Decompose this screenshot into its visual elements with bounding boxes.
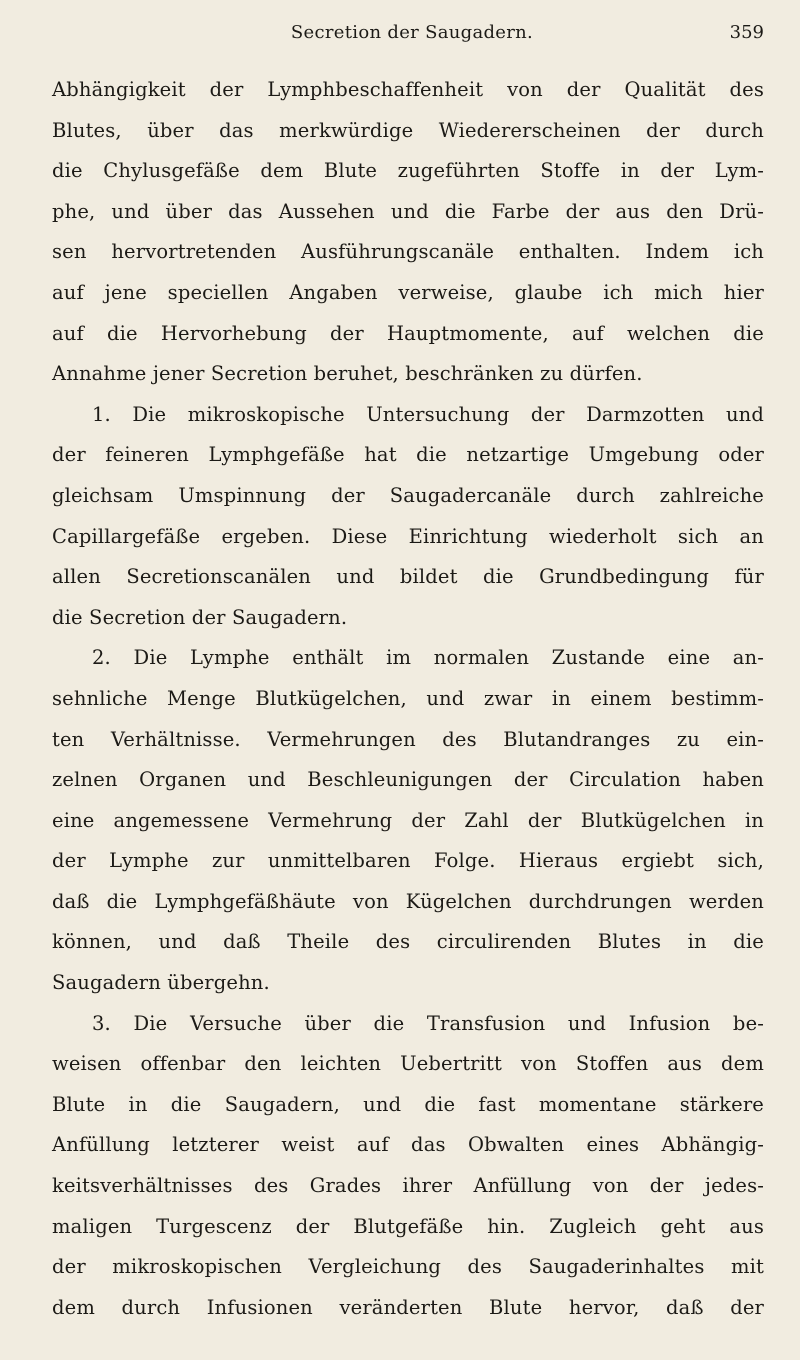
text-line: eine angemessene Vermehrung der Zahl der Blutkügelchen in	[52, 808, 764, 832]
text-line: daß die Lymphgefäßhäute von Kügelchen durchdrungen werden	[52, 889, 764, 913]
page-number: 359	[729, 22, 764, 43]
text-line: ten Verhältnisse. Vermehrungen des Blutandranges zu ein-	[52, 727, 764, 751]
text-line: phe, und über das Aussehen und die Farbe der aus den Drü-	[52, 199, 764, 223]
text-line: keitsverhältnisses des Grades ihrer Anfüllung von der jedes-	[52, 1174, 764, 1198]
text-line: weisen offenbar den leichten Uebertritt von Stoffen aus dem	[52, 1052, 764, 1076]
text-line: allen Secretionscanälen und bildet die Grundbedingung für	[52, 565, 764, 589]
text-line: können, und daß Theile des circulirenden Blutes in die	[52, 930, 764, 954]
text-line: Anfüllung letzterer weist auf das Obwalten eines Abhängig-	[52, 1133, 764, 1157]
text-line: Blute in die Saugadern, und die fast momentane stärkere	[52, 1092, 764, 1116]
text-line: der mikroskopischen Vergleichung des Saugaderinhaltes mit	[52, 1255, 764, 1279]
text-line: Capillargefäße ergeben. Diese Einrichtung wiederholt sich an	[52, 524, 764, 548]
text-line: maligen Turgescenz der Blutgefäße hin. Zugleich geht aus	[52, 1214, 764, 1238]
text-line: Blutes, über das merkwürdige Wiedererscheinen der durch	[52, 118, 764, 142]
page-header	[60, 22, 764, 52]
text-line: die Secretion der Saugadern.	[52, 605, 348, 629]
text-line: der feineren Lymphgefäße hat die netzartige Umgebung oder	[52, 443, 764, 467]
running-title: Secretion der Saugadern.	[290, 22, 534, 43]
text-line: Annahme jener Secretion beruhet, beschränken zu dürfen.	[52, 362, 643, 386]
text-line: der Lymphe zur unmittelbaren Folge. Hieraus ergiebt sich,	[52, 849, 764, 873]
text-line: 3. Die Versuche über die Transfusion und Infusion be-	[92, 1011, 764, 1035]
text-line: auf jene speciellen Angaben verweise, glaube ich mich hier	[52, 280, 764, 304]
text-line: sehnliche Menge Blutkügelchen, und zwar in einem bestimm-	[52, 686, 764, 710]
text-line: sen hervortretenden Ausführungscanäle enthalten. Indem ich	[52, 240, 764, 264]
text-line: Saugadern übergehn.	[52, 971, 270, 995]
text-line: die Chylusgefäße dem Blute zugeführten Stoffe in der Lym-	[52, 159, 764, 183]
text-line: Abhängigkeit der Lymphbeschaffenheit von der Qualität des	[52, 78, 764, 101]
body-text	[52, 70, 764, 1328]
text-line: gleichsam Umspinnung der Saugadercanäle durch zahlreiche	[52, 483, 764, 507]
text-line: 2. Die Lymphe enthält im normalen Zustande eine an-	[92, 646, 764, 670]
text-line: zelnen Organen und Beschleunigungen der Circulation haben	[52, 768, 764, 792]
text-line: dem durch Infusionen veränderten Blute hervor, daß der	[52, 1295, 764, 1319]
text-line: 1. Die mikroskopische Untersuchung der Darmzotten und	[92, 402, 764, 426]
text-line: auf die Hervorhebung der Hauptmomente, auf welchen die	[52, 321, 764, 345]
